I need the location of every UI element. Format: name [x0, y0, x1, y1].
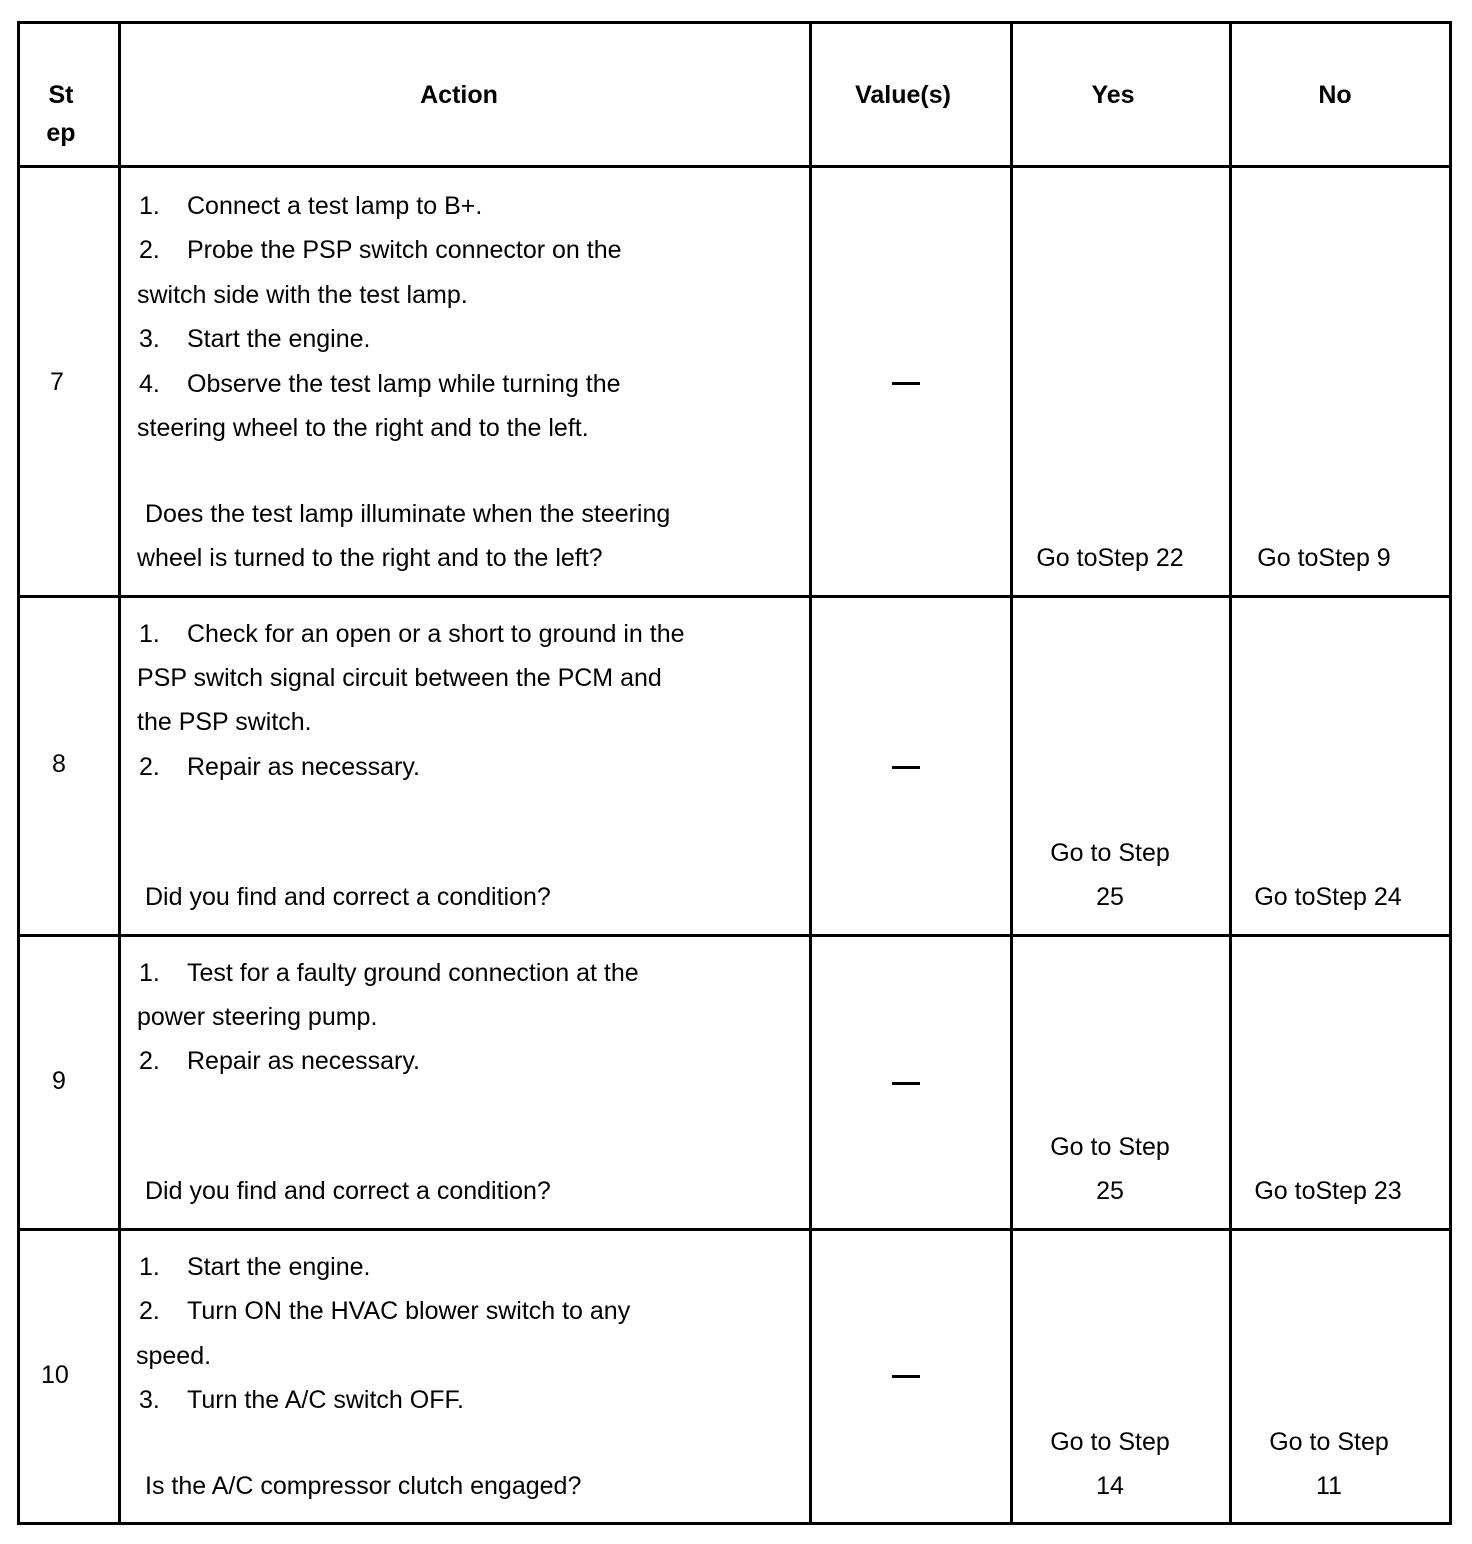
header-step-line: St	[48, 81, 74, 109]
yes-result: Go to Step	[1050, 1428, 1170, 1456]
yes-result: 25	[1096, 883, 1124, 911]
header-values: Value(s)	[855, 81, 951, 109]
action-number: 1.	[139, 959, 160, 987]
table-border-top	[17, 21, 1452, 24]
action-line	[137, 707, 312, 737]
action-text: the PSP switch.	[137, 708, 312, 736]
action-text: Turn the A/C switch OFF.	[187, 1386, 464, 1414]
action-line	[137, 413, 589, 443]
action-number: 1.	[139, 192, 160, 220]
action-line	[139, 958, 639, 988]
action-text: Observe the test lamp while turning the	[187, 370, 621, 398]
action-line	[139, 1046, 420, 1076]
value-dash	[892, 1375, 920, 1378]
table-border-bottom	[17, 1522, 1452, 1525]
action-text: speed.	[136, 1342, 212, 1370]
header-yes: Yes	[1091, 81, 1135, 109]
action-text: Probe the PSP switch connector on the	[187, 236, 622, 264]
diagnostic-table	[17, 21, 1452, 1525]
column-divider	[118, 21, 121, 1525]
step-number: 7	[50, 368, 64, 396]
action-text: Connect a test lamp to B+.	[187, 192, 483, 220]
question-line: wheel is turned to the right and to the left?	[137, 544, 603, 572]
no-result: Go to Step	[1269, 1428, 1389, 1456]
action-number: 4.	[139, 370, 160, 398]
header-no: No	[1318, 81, 1352, 109]
table-border-right	[1449, 21, 1452, 1525]
yes-result: 14	[1096, 1472, 1124, 1500]
header-divider	[17, 165, 1452, 168]
action-text: Test for a faulty ground connection at the	[187, 959, 639, 987]
question-line: Is the A/C compressor clutch engaged?	[145, 1472, 582, 1500]
action-number: 3.	[139, 325, 160, 353]
yes-result: Go toStep 22	[1036, 544, 1184, 572]
action-line	[139, 324, 370, 354]
no-result: Go toStep 9	[1257, 544, 1391, 572]
action-text: PSP switch signal circuit between the PCM and	[137, 664, 662, 692]
row-divider	[17, 595, 1452, 598]
action-line	[137, 280, 468, 310]
action-line	[137, 663, 662, 693]
action-line	[139, 752, 420, 782]
action-text: Start the engine.	[187, 1253, 371, 1281]
header-step	[46, 76, 75, 152]
action-line	[139, 1252, 370, 1282]
action-text: Start the engine.	[187, 325, 371, 353]
yes-result: Go to Step	[1050, 1133, 1170, 1161]
action-line	[137, 1002, 377, 1032]
action-number: 2.	[139, 753, 160, 781]
column-divider	[809, 21, 812, 1525]
action-line	[139, 191, 482, 221]
value-dash	[892, 382, 920, 385]
action-number: 2.	[139, 236, 160, 264]
header-step-line: ep	[46, 119, 76, 147]
row-divider	[17, 1228, 1452, 1231]
action-number: 1.	[139, 1253, 160, 1281]
action-number: 1.	[139, 620, 160, 648]
action-text: Turn ON the HVAC blower switch to any	[187, 1297, 631, 1325]
step-number: 8	[52, 750, 66, 778]
question-line: Did you find and correct a condition?	[145, 883, 551, 911]
question-line: Does the test lamp illuminate when the steering	[145, 500, 671, 528]
column-divider	[1229, 21, 1232, 1525]
no-result: Go toStep 23	[1254, 1177, 1402, 1205]
question-line: Did you find and correct a condition?	[145, 1177, 551, 1205]
yes-result: 25	[1096, 1177, 1124, 1205]
no-result: Go toStep 24	[1254, 883, 1402, 911]
column-divider	[1010, 21, 1013, 1525]
yes-result: Go to Step	[1050, 839, 1170, 867]
action-number: 2.	[139, 1047, 160, 1075]
row-divider	[17, 934, 1452, 937]
value-dash	[892, 1082, 920, 1085]
action-text: switch side with the test lamp.	[137, 281, 468, 309]
header-action: Action	[420, 81, 498, 109]
action-line	[139, 235, 622, 265]
action-text: power steering pump.	[137, 1003, 378, 1031]
table-border-left	[17, 21, 20, 1525]
action-text: Check for an open or a short to ground in the	[187, 620, 685, 648]
action-line	[136, 1341, 211, 1371]
no-result: 11	[1316, 1472, 1342, 1500]
action-number: 3.	[139, 1386, 160, 1414]
action-text: steering wheel to the right and to the left.	[137, 414, 589, 442]
action-line	[139, 619, 685, 649]
action-text: Repair as necessary.	[187, 753, 420, 781]
step-number: 9	[52, 1067, 66, 1095]
value-dash	[892, 766, 920, 769]
action-line	[139, 1385, 464, 1415]
step-number: 10	[41, 1361, 69, 1389]
action-text: Repair as necessary.	[187, 1047, 420, 1075]
action-number: 2.	[139, 1297, 160, 1325]
action-line	[139, 369, 621, 399]
action-line	[139, 1296, 630, 1326]
